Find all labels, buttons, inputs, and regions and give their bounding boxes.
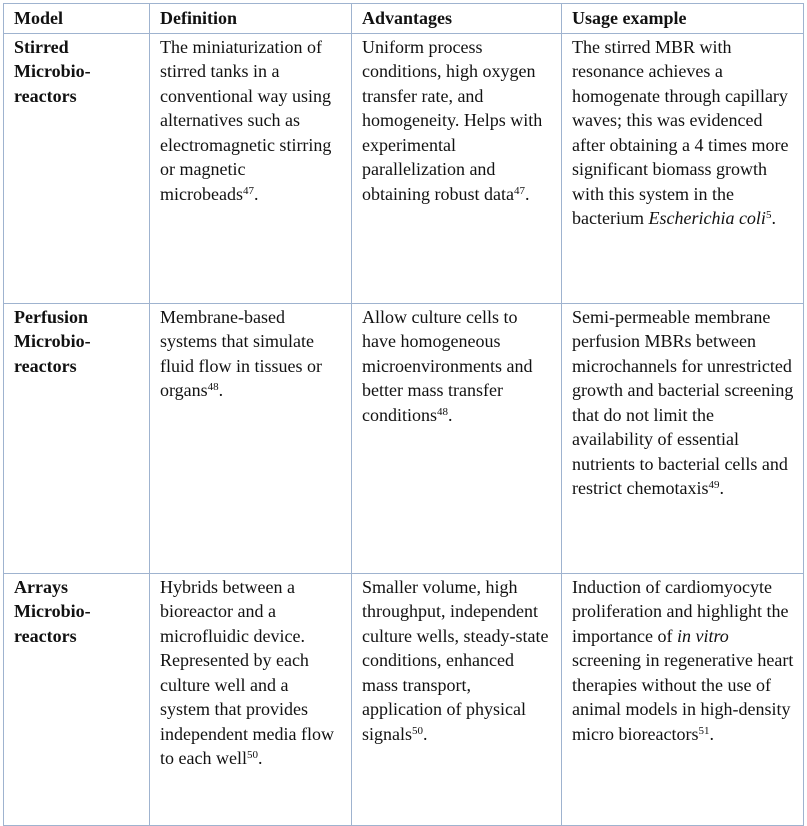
usage-text: screening in regenerative heart therapies without the use of animal models in high-density micro bioreactors: [572, 650, 794, 744]
advantages-cell: [352, 303, 562, 573]
advantages-text: Smaller volume, high throughput, independent culture wells, steady-state conditions, enhanced mass transport, application of physical signals: [362, 576, 549, 744]
model-line: Perfusion: [14, 306, 88, 327]
definition-cell: [150, 33, 352, 303]
reference-number: 49: [708, 479, 720, 491]
definition-text: Hybrids between a bioreactor and a microfluidic device. Represented by each culture well and a system that provides independent media flow to each well: [160, 576, 334, 768]
header-usage-example: Usage example: [562, 4, 804, 34]
punctuation: .: [218, 380, 224, 400]
reference-number: 47: [242, 184, 254, 197]
definition-cell: [150, 303, 352, 573]
table-row-perfusion: [4, 303, 804, 573]
in-vitro-term: in vitro: [676, 625, 729, 646]
reference-number: 48: [207, 381, 219, 393]
model-cell: [4, 573, 150, 825]
definition-cell: [150, 573, 352, 825]
punctuation: .: [719, 478, 724, 498]
model-line: Microbio-: [14, 601, 91, 621]
reference-number: 50: [246, 749, 258, 761]
usage-example-cell: [562, 573, 804, 825]
model-line: Microbio-: [14, 331, 91, 351]
advantages-text: Allow culture cells to have homogeneous microenvironments and better mass transfer conditions: [362, 306, 533, 425]
advantages-cell: [352, 573, 562, 825]
advantages-text: Uniform process conditions, high oxygen transfer rate, and homogeneity. Helps with experimental parallelization and obtaining robust data: [362, 36, 543, 204]
header-definition: Definition: [150, 4, 352, 34]
model-cell: [4, 303, 150, 573]
definition-text: Membrane-based systems that simulate fluid flow in tissues or organs: [160, 306, 322, 400]
punctuation: .: [423, 723, 428, 744]
reference-number: 5: [765, 209, 772, 221]
usage-text: Semi-permeable membrane perfusion MBRs between microchannels for unrestricted growth and bacterial screening that do not limit the availability of essential nutrients to bacterial cells and restrict chemotaxis: [572, 306, 794, 498]
punctuation: .: [253, 183, 259, 204]
advantages-cell: [352, 33, 562, 303]
model-cell: [4, 33, 150, 303]
punctuation: .: [524, 183, 530, 204]
usage-example-cell: [562, 303, 804, 573]
punctuation: .: [709, 723, 714, 744]
usage-text: The stirred MBR with resonance achieves a homogenate through capillary waves; this was evidenced after obtaining a 4 times more significant biomass growth with this system in the bacterium: [572, 36, 789, 228]
punctuation: .: [448, 404, 453, 425]
table-row-arrays: [4, 573, 804, 825]
model-line: Stirred: [14, 36, 69, 57]
reference-number: 47: [513, 184, 525, 197]
model-line: reactors: [14, 625, 77, 646]
punctuation: .: [257, 748, 263, 768]
punctuation: .: [771, 208, 776, 228]
usage-example-cell: [562, 33, 804, 303]
species-name: Escherichia coli: [648, 208, 766, 228]
microbioreactor-comparison-table: [3, 3, 804, 826]
reference-number: 50: [412, 724, 424, 737]
reference-number: 48: [437, 405, 448, 418]
header-advantages: Advantages: [352, 4, 562, 34]
model-line: reactors: [14, 355, 77, 376]
table-row-stirred: [4, 33, 804, 303]
reference-number: 51: [698, 724, 710, 737]
model-line: Microbio-: [14, 61, 91, 81]
definition-text: The miniaturization of stirred tanks in a conventional way using alternatives such as electromagnetic stirring or magnetic microbeads: [160, 36, 332, 204]
comparison-table-container: [3, 3, 803, 826]
header-model: Model: [4, 4, 150, 34]
table-header-row: [4, 4, 804, 34]
model-line: Arrays: [14, 576, 68, 597]
usage-text: Induction of cardiomyocyte proliferation and highlight the importance of: [572, 576, 789, 646]
model-line: reactors: [14, 85, 77, 106]
